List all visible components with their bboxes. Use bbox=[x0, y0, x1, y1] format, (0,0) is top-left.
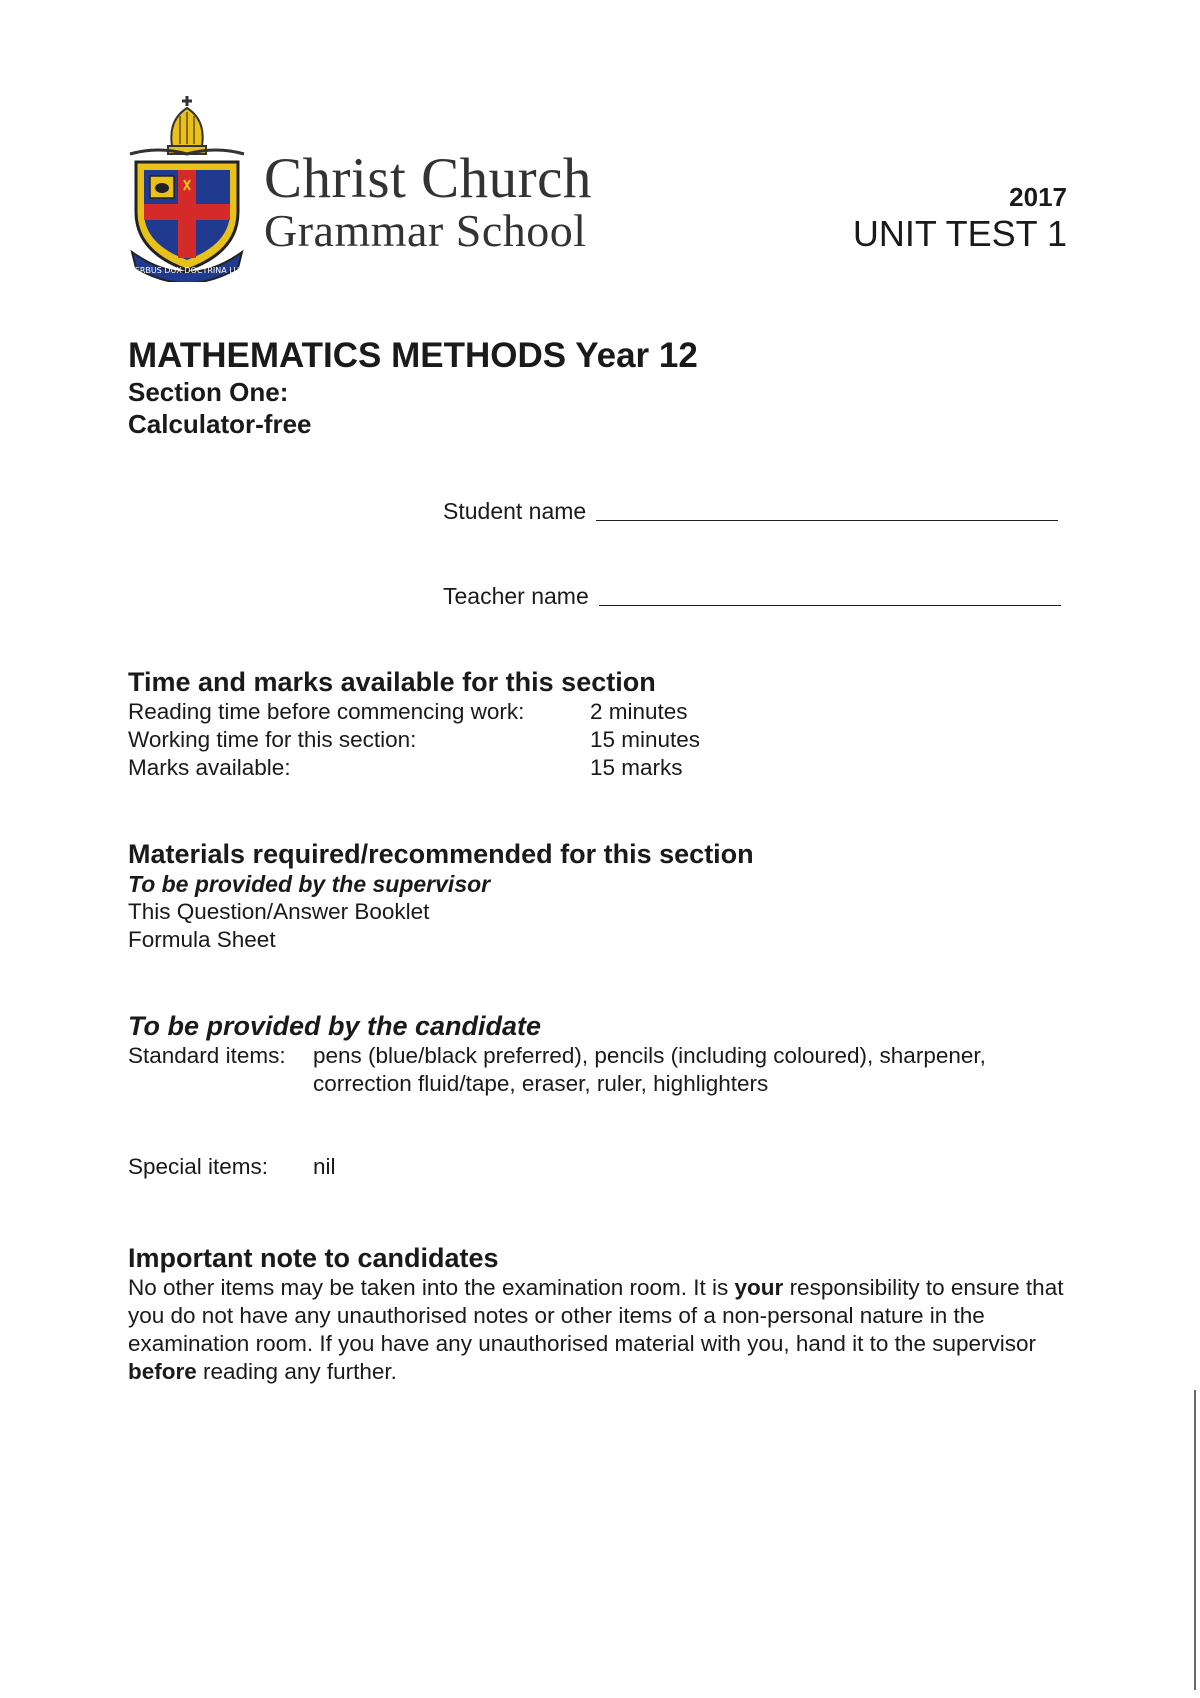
school-crest-logo bbox=[128, 92, 246, 282]
section-label: Section One: bbox=[128, 377, 289, 407]
teacher-name-line[interactable] bbox=[599, 605, 1061, 606]
test-year: 2017 bbox=[1009, 182, 1067, 212]
page-title: MATHEMATICS METHODS Year 12 bbox=[128, 336, 698, 375]
special-items-row bbox=[128, 1153, 1053, 1181]
special-items-value: nil bbox=[313, 1154, 336, 1179]
crest-motto: VERBUS DUX DOCTRINA LUX bbox=[129, 266, 245, 275]
note-text-part: responsibility to ensure that you do not have any unauthorised notes or other items of a non-personal nature in the examination room. If you have any unauthorised material with you, hand it to the supervisor bbox=[128, 1275, 1064, 1356]
note-emphasis: before bbox=[128, 1359, 197, 1384]
special-items-label: Special items: bbox=[128, 1154, 269, 1179]
teacher-name-label: Teacher name bbox=[443, 583, 589, 609]
note-text-part: reading any further. bbox=[196, 1359, 397, 1384]
teacher-name-field[interactable] bbox=[443, 583, 1061, 610]
time-marks-heading: Time and marks available for this section bbox=[128, 667, 656, 697]
school-name bbox=[264, 147, 592, 256]
candidate-section bbox=[128, 1010, 1053, 1181]
materials-heading: Materials required/recommended for this section bbox=[128, 839, 754, 869]
supervisor-heading: To be provided by the supervisor bbox=[128, 871, 491, 897]
student-name-field[interactable] bbox=[443, 498, 1058, 525]
time-row-value: 2 minutes bbox=[590, 699, 688, 724]
time-marks-table bbox=[128, 698, 700, 782]
school-name-line-2: Grammar School bbox=[264, 205, 587, 256]
standard-items-label: Standard items: bbox=[128, 1043, 286, 1068]
materials-section bbox=[128, 838, 754, 954]
list-item: This Question/Answer Booklet bbox=[128, 899, 430, 924]
time-marks-section bbox=[128, 666, 700, 782]
scan-edge-line bbox=[1194, 1390, 1196, 1690]
time-row-label: Working time for this section: bbox=[128, 727, 417, 752]
note-text-part: No other items may be taken into the examination room. It is bbox=[128, 1275, 735, 1300]
note-emphasis: your bbox=[734, 1275, 784, 1300]
title-block bbox=[128, 336, 698, 440]
table-row bbox=[128, 726, 700, 754]
time-row-value: 15 minutes bbox=[590, 727, 701, 752]
important-note-section bbox=[128, 1242, 1078, 1386]
important-note-text bbox=[128, 1274, 1078, 1386]
time-row-label: Reading time before commencing work: bbox=[128, 699, 525, 724]
list-item: Formula Sheet bbox=[128, 927, 276, 952]
table-row bbox=[128, 754, 700, 782]
table-row bbox=[128, 698, 700, 726]
school-name-line-1: Christ Church bbox=[264, 147, 592, 210]
test-info bbox=[853, 182, 1067, 254]
candidate-heading: To be provided by the candidate bbox=[128, 1011, 542, 1041]
time-row-label: Marks available: bbox=[128, 755, 291, 780]
standard-items-row bbox=[128, 1042, 1053, 1098]
standard-items-value: pens (blue/black preferred), pencils (including coloured), sharpener, correction fluid/tape, eraser, ruler, highlighters bbox=[313, 1043, 986, 1096]
student-name-line[interactable] bbox=[596, 520, 1058, 521]
test-name: UNIT TEST 1 bbox=[852, 213, 1067, 254]
section-type: Calculator-free bbox=[128, 409, 312, 439]
student-name-label: Student name bbox=[443, 498, 587, 524]
important-note-heading: Important note to candidates bbox=[128, 1243, 499, 1273]
time-row-value: 15 marks bbox=[590, 755, 683, 780]
